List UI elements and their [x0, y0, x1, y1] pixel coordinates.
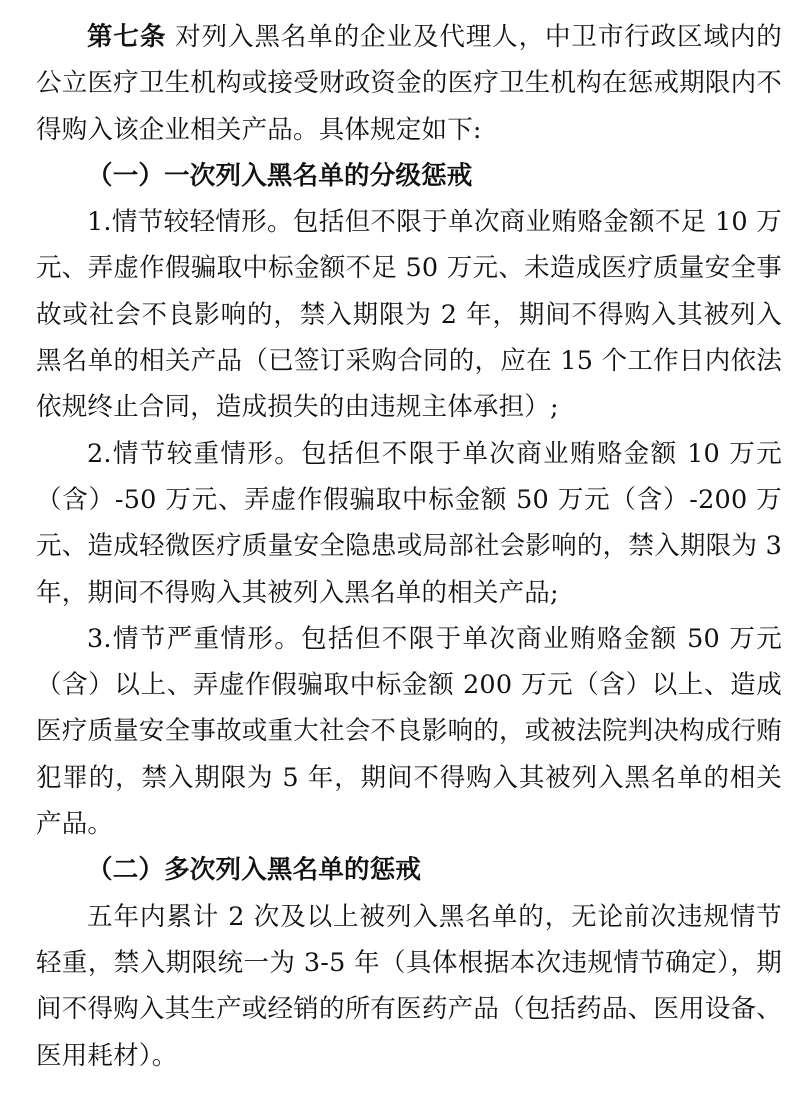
article-7-paragraph — [36, 14, 782, 153]
section-2-paragraph: 五年内累计 2 次及以上被列入黑名单的，无论前次违规情节轻重，禁入期限统一为 3-5 年（具体根据本次违规情节确定），期间不得购入其生产或经销的所有医药产品（包括药品、医用设备、医用耗材）。 — [36, 901, 782, 1071]
item-3-paragraph: 3.情节严重情形。包括但不限于单次商业贿赂金额 50 万元（含）以上、弄虚作假骗取中标金额 200 万元（含）以上、造成医疗质量安全事故或重大社会不良影响的，或被法院判决构成行贿犯罪的，禁入期限为 5 年，期间不得购入其被列入黑名单的相关产品。 — [36, 623, 782, 840]
item-1-paragraph: 1.情节较轻情形。包括但不限于单次商业贿赂金额不足 10 万元、弄虚作假骗取中标金额不足 50 万元、未造成医疗质量安全事故或社会不良影响的，禁入期限为 2 年，期间不得购入其被列入黑名单的相关产品（已签订采购合同的，应在 15 个工作日内依法依规终止合同，造成损失的由违规主体承担）; — [36, 207, 782, 423]
document-page — [36, 14, 782, 1079]
article-label: 第七条 — [87, 22, 167, 52]
item-2-paragraph: 2.情节较重情形。包括但不限于单次商业贿赂金额 10 万元（含）-50 万元、弄虚作假骗取中标金额 50 万元（含）-200 万元、造成轻微医疗质量安全隐患或局部社会影响的，禁入期限为 3 年，期间不得购入其被列入黑名单的相关产品; — [36, 438, 782, 608]
section-1-heading: （一）一次列入黑名单的分级惩戒 — [87, 160, 473, 191]
section-2-heading: （二）多次列入黑名单的惩戒 — [87, 855, 422, 886]
article-text: 对列入黑名单的企业及代理人，中卫市行政区域内的公立医疗卫生机构或接受财政资金的医疗卫生机构在惩戒期限内不得购入该企业相关产品。具体规定如下: — [36, 22, 782, 145]
